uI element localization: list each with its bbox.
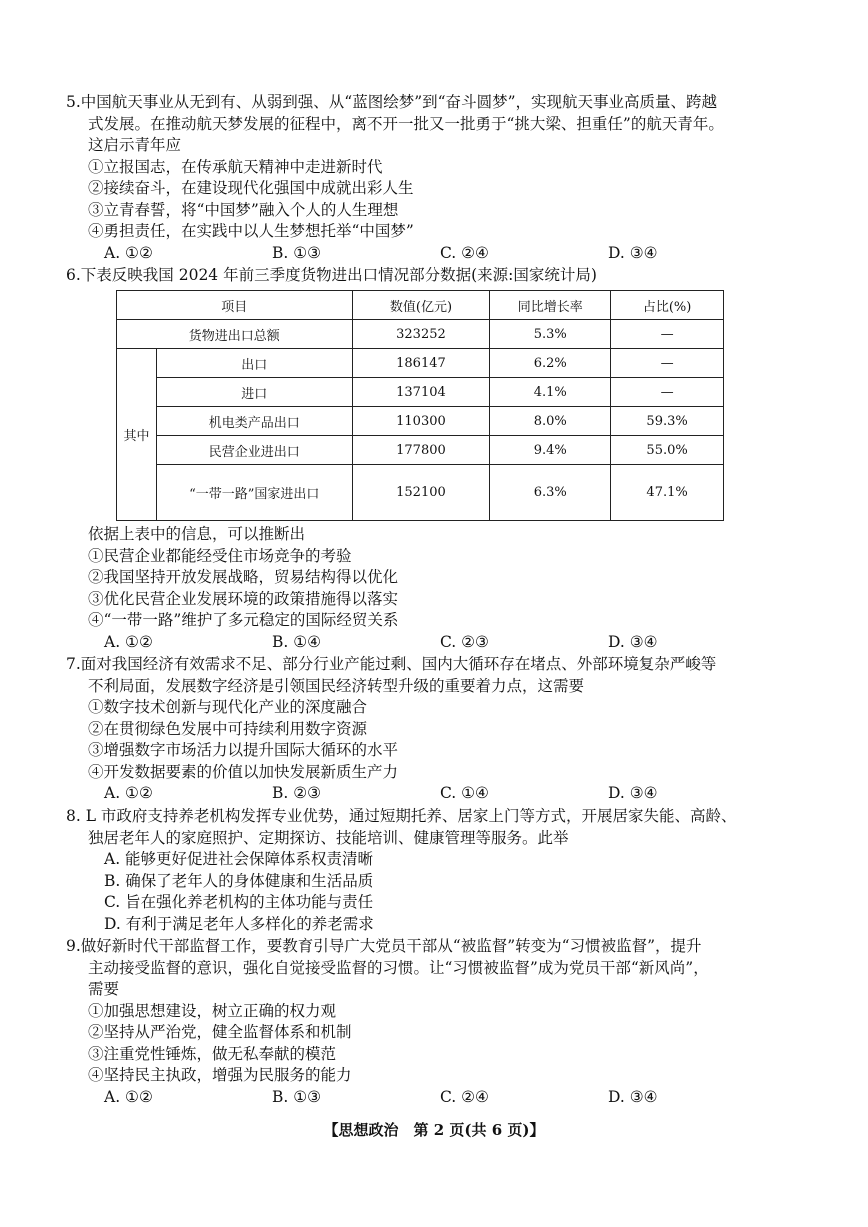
q7-item-2: ②在贯彻绿色发展中可持续利用数字资源 xyxy=(88,719,368,738)
q8-option-a[interactable]: A. 能够更好促进社会保障体系权责清晰 xyxy=(104,850,374,868)
table-cell: 8.0% xyxy=(490,407,611,436)
q9-item-2: ②坚持从严治党，健全监督体系和机制 xyxy=(88,1023,352,1041)
question-6-stem xyxy=(66,265,826,287)
q7-item-1: ①数字技术创新与现代化产业的深度融合 xyxy=(88,698,368,716)
q7-choice-c[interactable]: C. ①④ xyxy=(440,784,489,802)
table-cell: — xyxy=(611,349,724,378)
table-cell: 机电类产品出口 xyxy=(156,407,352,436)
q9-choice-d[interactable]: D. ③④ xyxy=(608,1087,658,1106)
table-row xyxy=(117,407,724,436)
question-6-body xyxy=(66,524,826,653)
q5-item-3: ③立青春誓，将“中国梦”融入个人的人生理想 xyxy=(88,200,399,219)
q7-item-4: ④开发数据要素的价值以加快发展新质生产力 xyxy=(88,762,399,781)
q5-choice-d[interactable]: D. ③④ xyxy=(608,243,658,262)
q5-stem-line-1: 5.中国航天事业从无到有、从弱到强、从“蓝图绘梦”到“奋斗圆梦”，实现航天事业高质量、跨越 xyxy=(66,93,717,111)
q6-choice-c[interactable]: C. ②③ xyxy=(440,632,489,651)
table-row xyxy=(117,436,724,465)
q9-choice-a[interactable]: A. ①② xyxy=(104,1087,153,1106)
q5-choice-a[interactable]: A. ①② xyxy=(104,243,153,262)
q5-item-2: ②接续奋斗，在建设现代化强国中成就出彩人生 xyxy=(88,179,414,197)
table-cell: 186147 xyxy=(352,349,490,378)
q7-stem-line-2: 不利局面，发展数字经济是引领国民经济转型升级的重要着力点，这需要 xyxy=(88,676,585,695)
q5-item-4: ④勇担责任，在实践中以人生梦想托举“中国梦” xyxy=(88,222,414,240)
table-cell: 6.3% xyxy=(490,465,611,521)
q9-choice-c[interactable]: C. ②④ xyxy=(440,1087,489,1106)
q7-item-3: ③增强数字市场活力以提升国际大循环的水平 xyxy=(88,741,399,759)
q5-choices xyxy=(66,243,826,265)
table-group-label: 其中 xyxy=(117,349,157,521)
table-cell: — xyxy=(611,320,724,349)
q5-choice-b[interactable]: B. ①③ xyxy=(272,243,322,262)
q5-stem-line-3: 这启示青年应 xyxy=(88,136,182,154)
table-cell: 152100 xyxy=(352,465,490,521)
question-9 xyxy=(66,936,826,1108)
table-cell: 323252 xyxy=(352,320,490,349)
q9-item-1: ①加强思想建设，树立正确的权力观 xyxy=(88,1001,337,1020)
q6-stem: 6.下表反映我国 2024 年前三季度货物进出口情况部分数据(来源:国家统计局) xyxy=(66,266,597,284)
table-cell: 货物进出口总额 xyxy=(117,320,353,349)
q9-choices xyxy=(66,1087,826,1109)
q9-stem-line-3: 需要 xyxy=(88,980,120,998)
table-header-value: 数值(亿元) xyxy=(352,291,490,320)
q6-item-2: ②我国坚持开放发展战略，贸易结构得以优化 xyxy=(88,568,399,586)
q5-item-1: ①立报国志，在传承航天精神中走进新时代 xyxy=(88,157,383,176)
q9-stem-line-1: 9.做好新时代干部监督工作，要教育引导广大党员干部从“被监督”转变为“习惯被监督”，提升 xyxy=(66,937,702,955)
q9-item-4: ④坚持民主执政，增强为民服务的能力 xyxy=(88,1066,352,1084)
table-header-item: 项目 xyxy=(117,291,353,320)
q8-option-b[interactable]: B. 确保了老年人的身体健康和生活品质 xyxy=(104,871,374,890)
q9-stem-line-2: 主动接受监督的意识，强化自觉接受监督的习惯。让“习惯被监督”成为党员干部“新风尚”， xyxy=(88,958,709,977)
q6-choices xyxy=(66,632,826,654)
table-row xyxy=(117,349,724,378)
q7-choice-b[interactable]: B. ②③ xyxy=(272,784,322,802)
q8-stem-line-2: 独居老年人的家庭照护、定期探访、技能培训、健康管理等服务。此举 xyxy=(88,828,569,847)
table-cell: 进口 xyxy=(156,378,352,407)
table-cell: 民营企业进出口 xyxy=(156,436,352,465)
q5-choice-c[interactable]: C. ②④ xyxy=(440,243,489,262)
q6-choice-d[interactable]: D. ③④ xyxy=(608,632,658,651)
table-row xyxy=(117,465,724,521)
q8-option-d[interactable]: D. 有利于满足老年人多样化的养老需求 xyxy=(104,914,374,933)
q7-choices xyxy=(66,783,826,805)
q7-stem-line-1: 7.面对我国经济有效需求不足、部分行业产能过剩、国内大循环存在堵点、外部环境复杂严峻等 xyxy=(66,655,717,673)
q6-prompt: 依据上表中的信息，可以推断出 xyxy=(88,525,306,543)
q9-item-3: ③注重党性锤炼，做无私奉献的模范 xyxy=(88,1044,337,1063)
q9-choice-b[interactable]: B. ①③ xyxy=(272,1087,322,1106)
table-header-share: 占比(%) xyxy=(611,291,724,320)
table-cell: — xyxy=(611,378,724,407)
table-cell: 47.1% xyxy=(611,465,724,521)
table-row-total xyxy=(117,320,724,349)
q6-item-4: ④“一带一路”维护了多元稳定的国际经贸关系 xyxy=(88,611,399,629)
q8-option-c[interactable]: C. 旨在强化养老机构的主体功能与责任 xyxy=(104,893,374,911)
table-cell: 110300 xyxy=(352,407,490,436)
table-cell: 5.3% xyxy=(490,320,611,349)
table-header-growth: 同比增长率 xyxy=(490,291,611,320)
table-cell: 出口 xyxy=(156,349,352,378)
q6-item-3: ③优化民营企业发展环境的政策措施得以落实 xyxy=(88,589,399,608)
table-cell: 4.1% xyxy=(490,378,611,407)
table-cell: 9.4% xyxy=(490,436,611,465)
q6-choice-a[interactable]: A. ①② xyxy=(104,632,153,651)
table-cell: 55.0% xyxy=(611,436,724,465)
table-cell: 59.3% xyxy=(611,407,724,436)
table-header-row xyxy=(117,291,724,320)
table-cell: 137104 xyxy=(352,378,490,407)
question-5 xyxy=(66,92,826,264)
q7-choice-d[interactable]: D. ③④ xyxy=(608,784,658,802)
q8-stem-line-1: 8. L 市政府支持养老机构发挥专业优势，通过短期托养、居家上门等方式，开展居家失能、高龄、 xyxy=(66,807,737,825)
question-7 xyxy=(66,654,826,805)
question-8 xyxy=(66,806,826,935)
q6-item-1: ①民营企业都能经受住市场竞争的考验 xyxy=(88,546,352,565)
page-footer: 【思想政治 第 2 页(共 6 页)】 xyxy=(323,1121,545,1139)
q6-choice-b[interactable]: B. ①④ xyxy=(272,632,322,651)
q5-stem-line-2: 式发展。在推动航天梦发展的征程中，离不开一批又一批勇于“挑大梁、担重任”的航天青年。 xyxy=(88,114,724,133)
table-cell: 6.2% xyxy=(490,349,611,378)
table-row xyxy=(117,378,724,407)
table-cell: “一带一路”国家进出口 xyxy=(156,465,352,521)
trade-data-table xyxy=(116,290,724,521)
table-cell: 177800 xyxy=(352,436,490,465)
q7-choice-a[interactable]: A. ①② xyxy=(104,784,153,802)
